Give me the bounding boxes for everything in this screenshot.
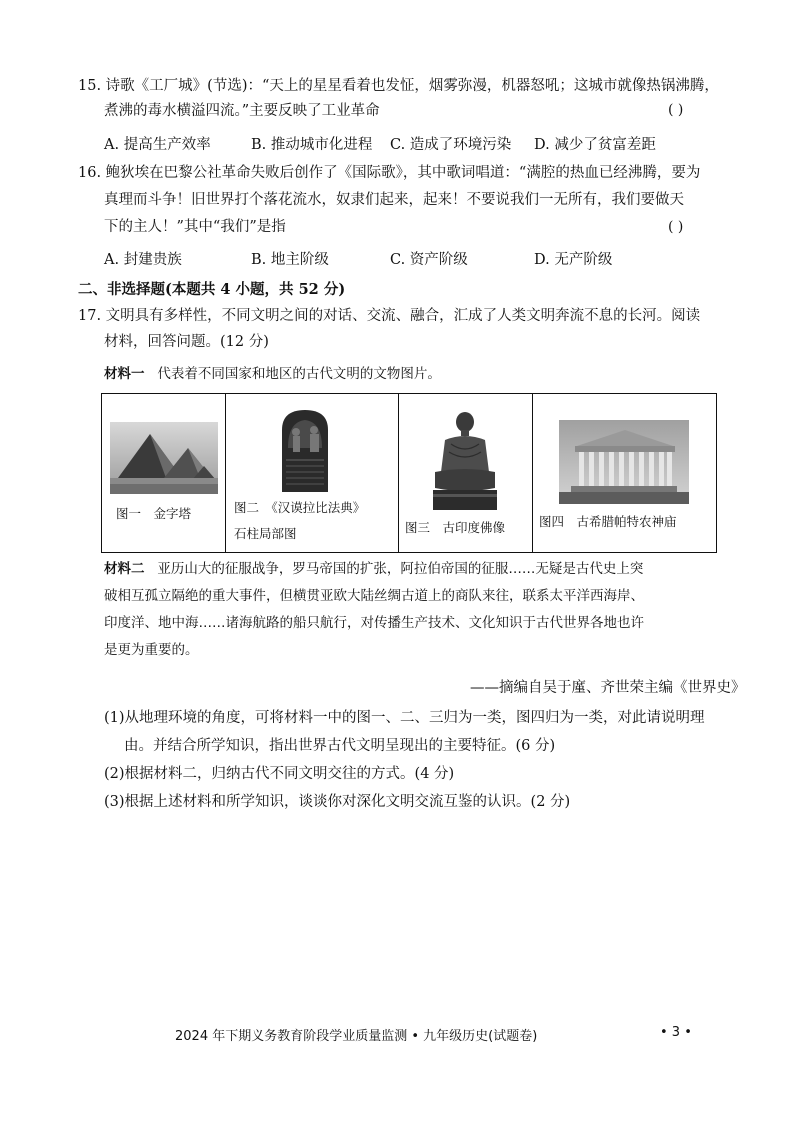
figure2-cell — [226, 394, 399, 553]
figure1-cell — [102, 394, 226, 553]
figure3-cell — [399, 394, 533, 553]
q17-sub1-line2: 由。并结合所学知识，指出世界古代文明呈现出的主要特征。(6 分) — [124, 738, 556, 754]
page-number: • 3 • — [660, 1025, 692, 1040]
q16-stem-line2: 真理而斗争！旧世界打个落花流水，奴隶们起来，起来！不要说我们一无所有，我们要做天 — [104, 192, 684, 208]
material2-source: ——摘编自吴于廑、齐世荣主编《世界史》 — [470, 680, 746, 696]
material2-line3: 印度洋、地中海……诸海航路的船只航行，对传播生产技术、文化知识于古代世界各地也许 — [104, 615, 644, 631]
buddha-statue-image — [429, 410, 501, 512]
figure2-caption-line1: 图二 《汉谟拉比法典》 — [234, 500, 366, 515]
section-heading: 二、非选择题(本题共 4 小题，共 52 分) — [78, 281, 346, 298]
q16-option-a: A. 封建贵族 — [104, 252, 182, 268]
material2-line2: 破相互孤立隔绝的重大事件，但横贯亚欧大陆丝绸古道上的商队来往，联系太平洋西海岸、 — [104, 588, 644, 604]
q15-answer-bracket: ( ) — [668, 102, 684, 118]
figure3-caption: 图三 古印度佛像 — [405, 520, 506, 535]
relics-table — [101, 393, 717, 553]
figure4-caption: 图四 古希腊帕特农神庙 — [539, 514, 677, 529]
hammurabi-stele-image — [278, 408, 332, 492]
material2-line1 — [104, 559, 643, 579]
q16-option-d: D. 无产阶级 — [534, 252, 613, 268]
q16-stem-line1: 16. 鲍狄埃在巴黎公社革命失败后创作了《国际歌》，其中歌词唱道：“满腔的热血已经沸腾，要为 — [78, 165, 701, 181]
q17-sub2: (2)根据材料二，归纳古代不同文明交往的方式。(4 分) — [104, 766, 455, 782]
material1-label: 材料一 — [104, 366, 145, 382]
figure4-cell — [533, 394, 717, 553]
q16-option-b: B. 地主阶级 — [251, 252, 329, 268]
pyramids-image — [110, 422, 218, 494]
material1-text: 代表着不同国家和地区的古代文明的文物图片。 — [157, 366, 441, 382]
q16-stem-line3: 下的主人！”其中“我们”是指 — [104, 219, 286, 235]
material2-line4: 是更为重要的。 — [104, 642, 199, 658]
figure2-caption-line2: 石柱局部图 — [234, 526, 297, 541]
material2-text-line1: 亚历山大的征服战争，罗马帝国的扩张，阿拉伯帝国的征服……无疑是古代史上突 — [157, 561, 644, 577]
q17-sub1-line1: (1)从地理环境的角度，可将材料一中的图一、二、三归为一类，图四归为一类，对此请说明理 — [104, 710, 705, 726]
material2-label: 材料二 — [104, 561, 145, 577]
q17-stem-line2: 材料，回答问题。(12 分) — [104, 334, 269, 350]
q15-option-a: A. 提高生产效率 — [104, 137, 211, 153]
q16-option-c: C. 资产阶级 — [390, 252, 468, 268]
footer-title: 2024 年下期义务教育阶段学业质量监测 • 九年级历史(试题卷) — [175, 1029, 538, 1044]
figure1-caption: 图一 金字塔 — [116, 506, 192, 521]
q15-stem-line1: 15. 诗歌《工厂城》(节选)：“天上的星星看着也发怔，烟雾弥漫，机器怒吼；这城市就像热锅沸腾， — [78, 78, 719, 94]
q17-sub3: (3)根据上述材料和所学知识，谈谈你对深化文明交流互鉴的认识。(2 分) — [104, 794, 571, 810]
q15-option-d: D. 减少了贫富差距 — [534, 137, 656, 153]
q15-stem-line2: 煮沸的毒水横溢四流。”主要反映了工业革命 — [104, 103, 380, 119]
q16-answer-bracket: ( ) — [668, 219, 684, 235]
q15-option-b: B. 推动城市化进程 — [251, 137, 373, 153]
parthenon-image — [559, 420, 689, 504]
q15-option-c: C. 造成了环境污染 — [390, 137, 512, 153]
material1 — [104, 364, 441, 384]
q17-stem-line1: 17. 文明具有多样性，不同文明之间的对话、交流、融合，汇成了人类文明奔流不息的长河。阅读 — [78, 308, 701, 324]
